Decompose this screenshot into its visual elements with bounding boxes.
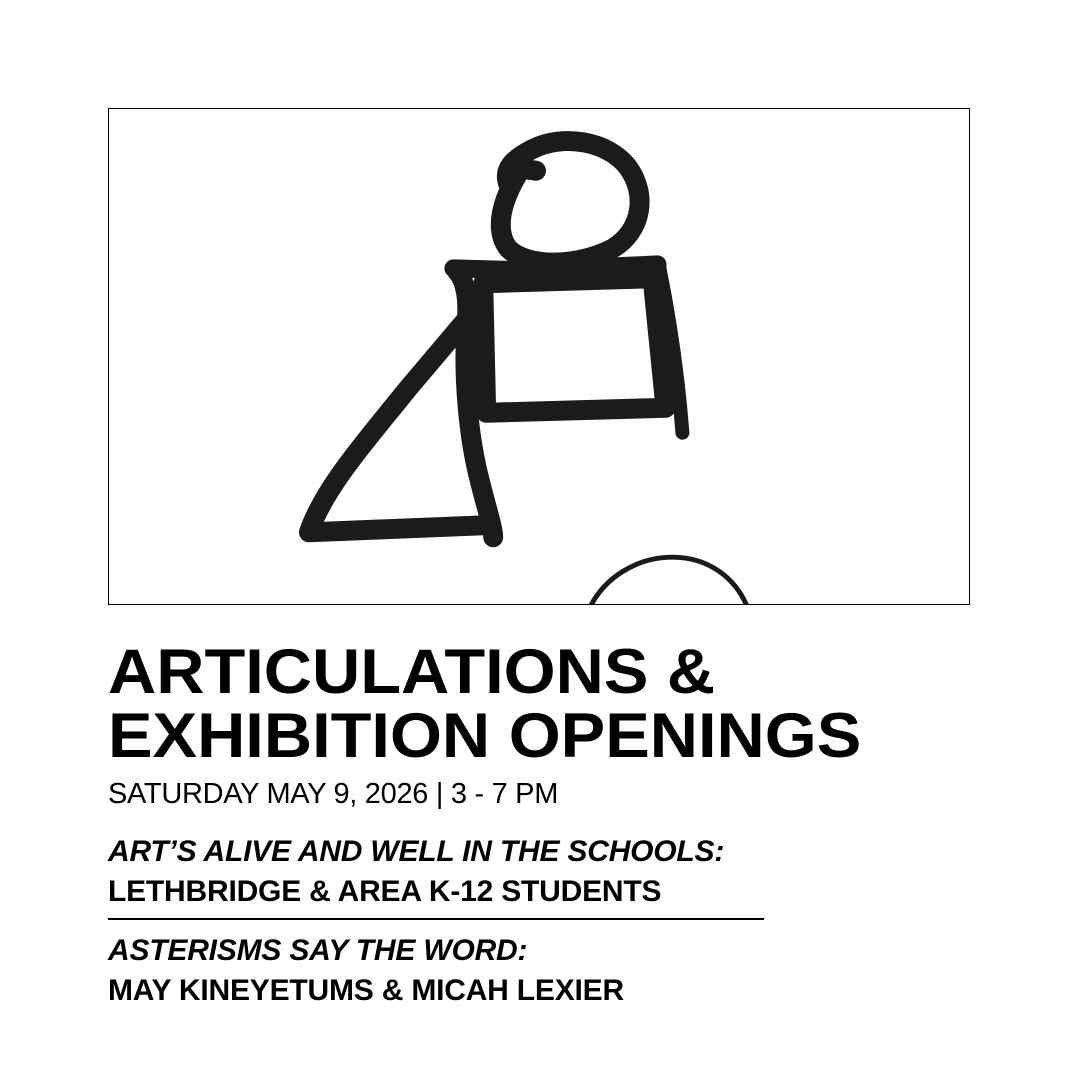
page-title [108, 637, 862, 771]
figure-torso [483, 278, 665, 412]
figure-bottom-circle [588, 557, 749, 604]
event-title: ART’S ALIVE AND WELL IN THE SCHOOLS: [108, 835, 725, 868]
event-title: ASTERISMS SAY THE WORD: [108, 934, 528, 967]
event-artists: MAY KINEYETUMS & MICAH LEXIER [108, 974, 624, 1007]
event-date: SATURDAY MAY 9, 2026 | 3 - 7 PM [108, 778, 559, 810]
title-line-1: ARTICULATIONS & [108, 637, 716, 707]
event-artists: LETHBRIDGE & AREA K-12 STUDENTS [108, 875, 662, 908]
stick-figure-drawing-icon [109, 109, 969, 604]
figure-head [501, 141, 640, 263]
divider [108, 918, 764, 920]
artwork-image [108, 108, 970, 605]
event-item [108, 931, 624, 1011]
title-line-2: EXHIBITION OPENINGS [108, 701, 862, 771]
event-item [108, 832, 724, 912]
